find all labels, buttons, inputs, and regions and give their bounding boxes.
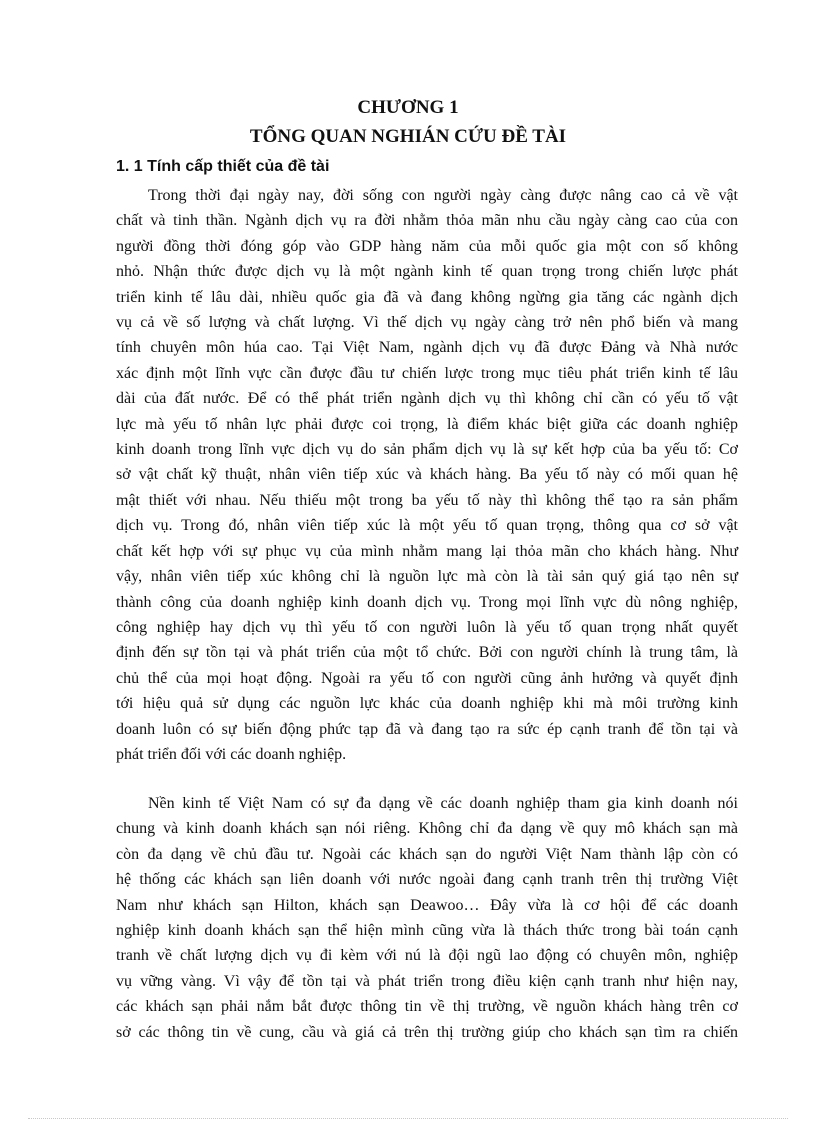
text-line: định đến sự tồn tại và phát triển của một tổ chức. Bởi con người chính là trung tâm, là (116, 644, 738, 662)
text-line: dịch vụ. Trong đó, nhân viên tiếp xúc là một yếu tố quan trọng, thông qua cơ sở vật (116, 517, 738, 535)
text-line: kinh doanh trong lĩnh vực dịch vụ do sản phẩm dịch vụ là sự kết hợp của ba yếu tố: Cơ (116, 441, 738, 459)
text-line: nghiệp kinh doanh khách sạn thể hiện mình cũng vừa là thách thức trong bài toán cạnh (116, 922, 738, 940)
text-line: vậy, nhân viên tiếp xúc không chỉ là nguồn lực mà còn là tài sản quý giá tạo nên sự (116, 568, 738, 586)
text-line: chất và tinh thần. Ngành dịch vụ ra đời nhằm thỏa mãn nhu cầu ngày càng cao của con (116, 212, 738, 230)
text-line: lực mà yếu tố nhân lực phải được coi trọng, là điểm khác biệt giữa các doanh nghiệp (116, 415, 738, 433)
text-line: sở các thông tin về cung, cầu và giá cả trên thị trường giúp cho khách sạn tìm ra chiến (116, 1023, 738, 1041)
text-line: doanh luôn có sự biến động phức tạp đã và đang tạo ra sức ép cạnh tranh để tồn tại và (116, 720, 738, 738)
text-line: dài của đất nước. Để có thể phát triển ngành dịch vụ thì không chỉ cần có yếu tố vật (116, 390, 738, 408)
text-line: tính chuyên môn húa cao. Tại Việt Nam, ngành dịch vụ đã được Đảng và Nhà nước (116, 339, 738, 357)
text-line: các khách sạn phải nắm bắt được thông tin về thị trường, về nguồn khách hàng trên cơ (116, 998, 738, 1016)
paragraph-2 (116, 791, 738, 1045)
text-line: sở vật chất kỹ thuật, nhân viên tiếp xúc và khách hàng. Ba yếu tố này có mối quan hệ (116, 466, 738, 484)
text-line: Nền kinh tế Việt Nam có sự đa dạng về các doanh nghiệp tham gia kinh doanh nói (148, 795, 738, 812)
text-line: chất kết hợp với sự phục vụ của mình nhằm mang lại thỏa mãn cho khách hàng. Như (116, 542, 738, 560)
section-heading: 1. 1 Tính cấp thiết của đề tài (116, 158, 330, 175)
text-line: mật thiết với nhau. Nếu thiếu một trong ba yếu tố này thì không thể tạo ra sản phẩm (116, 491, 738, 509)
text-line: thành công của doanh nghiệp kinh doanh dịch vụ. Trong mọi lĩnh vực dù nông nghiệp, (116, 593, 738, 611)
text-line: chung và kinh doanh khách sạn nói riêng. Không chỉ đa dạng về quy mô khách sạn mà (116, 820, 738, 838)
text-line: triển kinh tế lâu dài, nhiều quốc gia đã và đang không ngừng gia tăng các ngành dịch (116, 288, 738, 306)
text-line: còn đa dạng về chủ đầu tư. Ngoài các khách sạn do người Việt Nam thành lập còn có (116, 845, 738, 863)
text-line: vụ vững vàng. Vì vậy để tồn tại và phát triển trong điều kiện cạnh tranh như hiện nay, (116, 972, 738, 990)
chapter-title: TỔNG QUAN NGHIÁN CỨU ĐỀ TÀI (249, 126, 567, 147)
text-line: Trong thời đại ngày nay, đời sống con người ngày càng được nâng cao cả về vật (148, 187, 738, 204)
text-line: xác định một lĩnh vực cần được đầu tư chiến lược trong mục tiêu phát triển kinh tế lâu (116, 364, 738, 382)
text-line: vụ cả về số lượng và chất lượng. Vì thế dịch vụ ngày càng trở nên phổ biến và mang (116, 314, 738, 332)
text-line: công nghiệp hay dịch vụ thì yếu tố con người luôn là yếu tố quan trọng nhất quyết (116, 618, 738, 636)
text-line: phát triển đối với các doanh nghiệp. (116, 745, 347, 763)
text-line: tới hiệu quả sử dụng các nguồn lực khác của doanh nghiệp khi mà môi trường kinh (116, 695, 738, 713)
text-line: tranh về chất lượng dịch vụ đi kèm với nú là đội ngũ lao động có chuyên môn, nghiệp (116, 947, 738, 965)
text-line: nhỏ. Nhận thức được dịch vụ là một ngành kinh tế quan trọng trong chiến lược phát (116, 263, 738, 281)
text-line: chủ thể của mọi hoạt động. Ngoài ra yếu tố con người cũng ảnh hưởng và quyết định (116, 669, 738, 687)
chapter-number: CHƯƠNG 1 (357, 97, 459, 118)
text-line: Nam như khách sạn Hilton, khách sạn Deawoo… Đây vừa là cơ hội để các doanh (116, 896, 738, 914)
page-bottom-border (28, 1118, 788, 1119)
text-line: hệ thống các khách sạn liên doanh với nước ngoài đang cạnh tranh trên thị trường Việt (116, 871, 738, 889)
paragraph-1 (116, 183, 738, 767)
text-line: người đồng thời đóng góp vào GDP hàng năm của mỗi quốc gia một con số không (116, 237, 738, 255)
